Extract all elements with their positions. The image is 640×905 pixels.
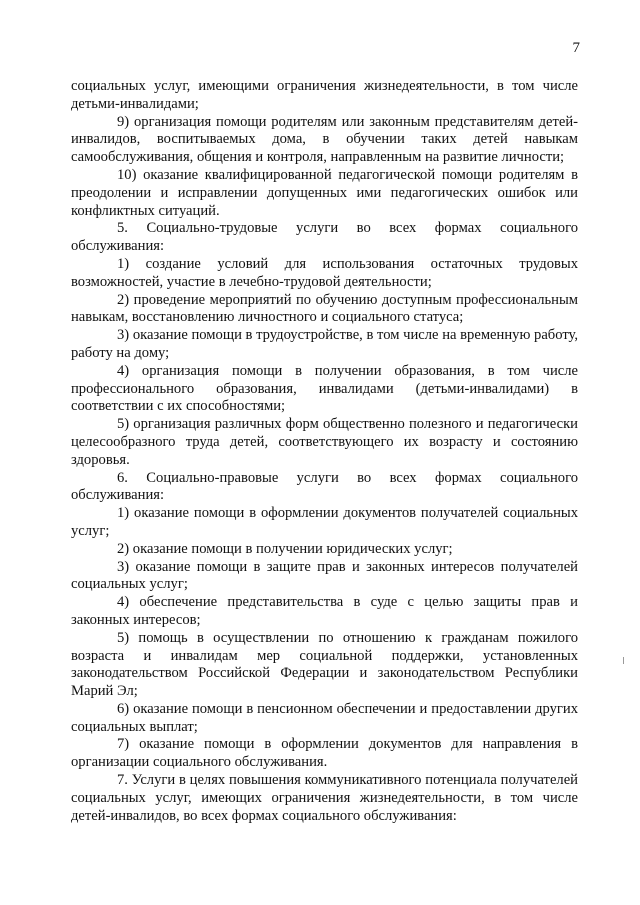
list-item-5-3: 3) оказание помощи в трудоустройстве, в том числе на временную работу, работу на дому; (71, 327, 578, 361)
list-item-6-3: 3) оказание помощи в защите прав и законных интересов получателей социальных услуг; (71, 558, 578, 593)
list-item-5-2: 2) проведение мероприятий по обучению доступным профессиональным навыкам, восстановлению личностного и социального статуса; (71, 291, 578, 326)
list-item-4-9: 9) организация помощи родителям или законным представителям детей-инвалидов, воспитываемых дома, в обучении таких детей навыкам самообслуживания, общения и контроля, направленным на развитие личности; (71, 113, 578, 166)
list-item-6-7: 7) оказание помощи в оформлении документов для направления в организации социального обслуживания. (71, 736, 578, 771)
section-heading-6: 6. Социально-правовые услуги во всех формах социального обслуживания: (71, 469, 578, 504)
list-item-6-5: 5) помощь в осуществлении по отношению к гражданам пожилого возраста и инвалидам мер социальной поддержки, установленных законодательством Российской Федерации и законодательством Республики Марий Эл; (71, 629, 578, 700)
paragraph-continuation: социальных услуг, имеющими ограничения жизнедеятельности, в том числе детьми-инвалидами; (71, 78, 578, 112)
list-item-5-4: 4) организация помощи в получении образования, в том числе профессионального образования, инвалидами (детьми-инвалидами) в соответствии с их способностями; (71, 362, 578, 415)
list-item-6-2: 2) оказание помощи в получении юридических услуг; (117, 540, 453, 557)
document-body (71, 78, 578, 825)
scan-edge-mark (623, 657, 624, 664)
list-item-5-5: 5) организация различных форм общественно полезного и педагогически целесообразного труда детей, соответствующего их возрасту и состоянию здоровья. (71, 416, 578, 468)
list-item-6-1: 1) оказание помощи в оформлении документов получателей социальных услуг; (71, 505, 578, 539)
list-item-5-1: 1) создание условий для использования остаточных трудовых возможностей, участие в лечебно-трудовой деятельности; (71, 255, 578, 290)
page-number: 7 (572, 40, 580, 56)
section-heading-7: 7. Услуги в целях повышения коммуникативного потенциала получателей социальных услуг, имеющих ограничения жизнедеятельности, в том числе детей-инвалидов, во всех формах социального обслуживания: (71, 772, 578, 824)
list-item-4-10: 10) оказание квалифицированной педагогической помощи родителям в преодолении и исправлении допущенных ими педагогических ошибок или конфликтных ситуаций. (71, 166, 578, 219)
list-item-6-6: 6) оказание помощи в пенсионном обеспечении и предоставлении других социальных выплат; (71, 700, 578, 735)
section-heading-5: 5. Социально-трудовые услуги во всех формах социального обслуживания: (71, 220, 578, 255)
list-item-6-4: 4) обеспечение представительства в суде с целью защиты прав и законных интересов; (71, 594, 578, 628)
